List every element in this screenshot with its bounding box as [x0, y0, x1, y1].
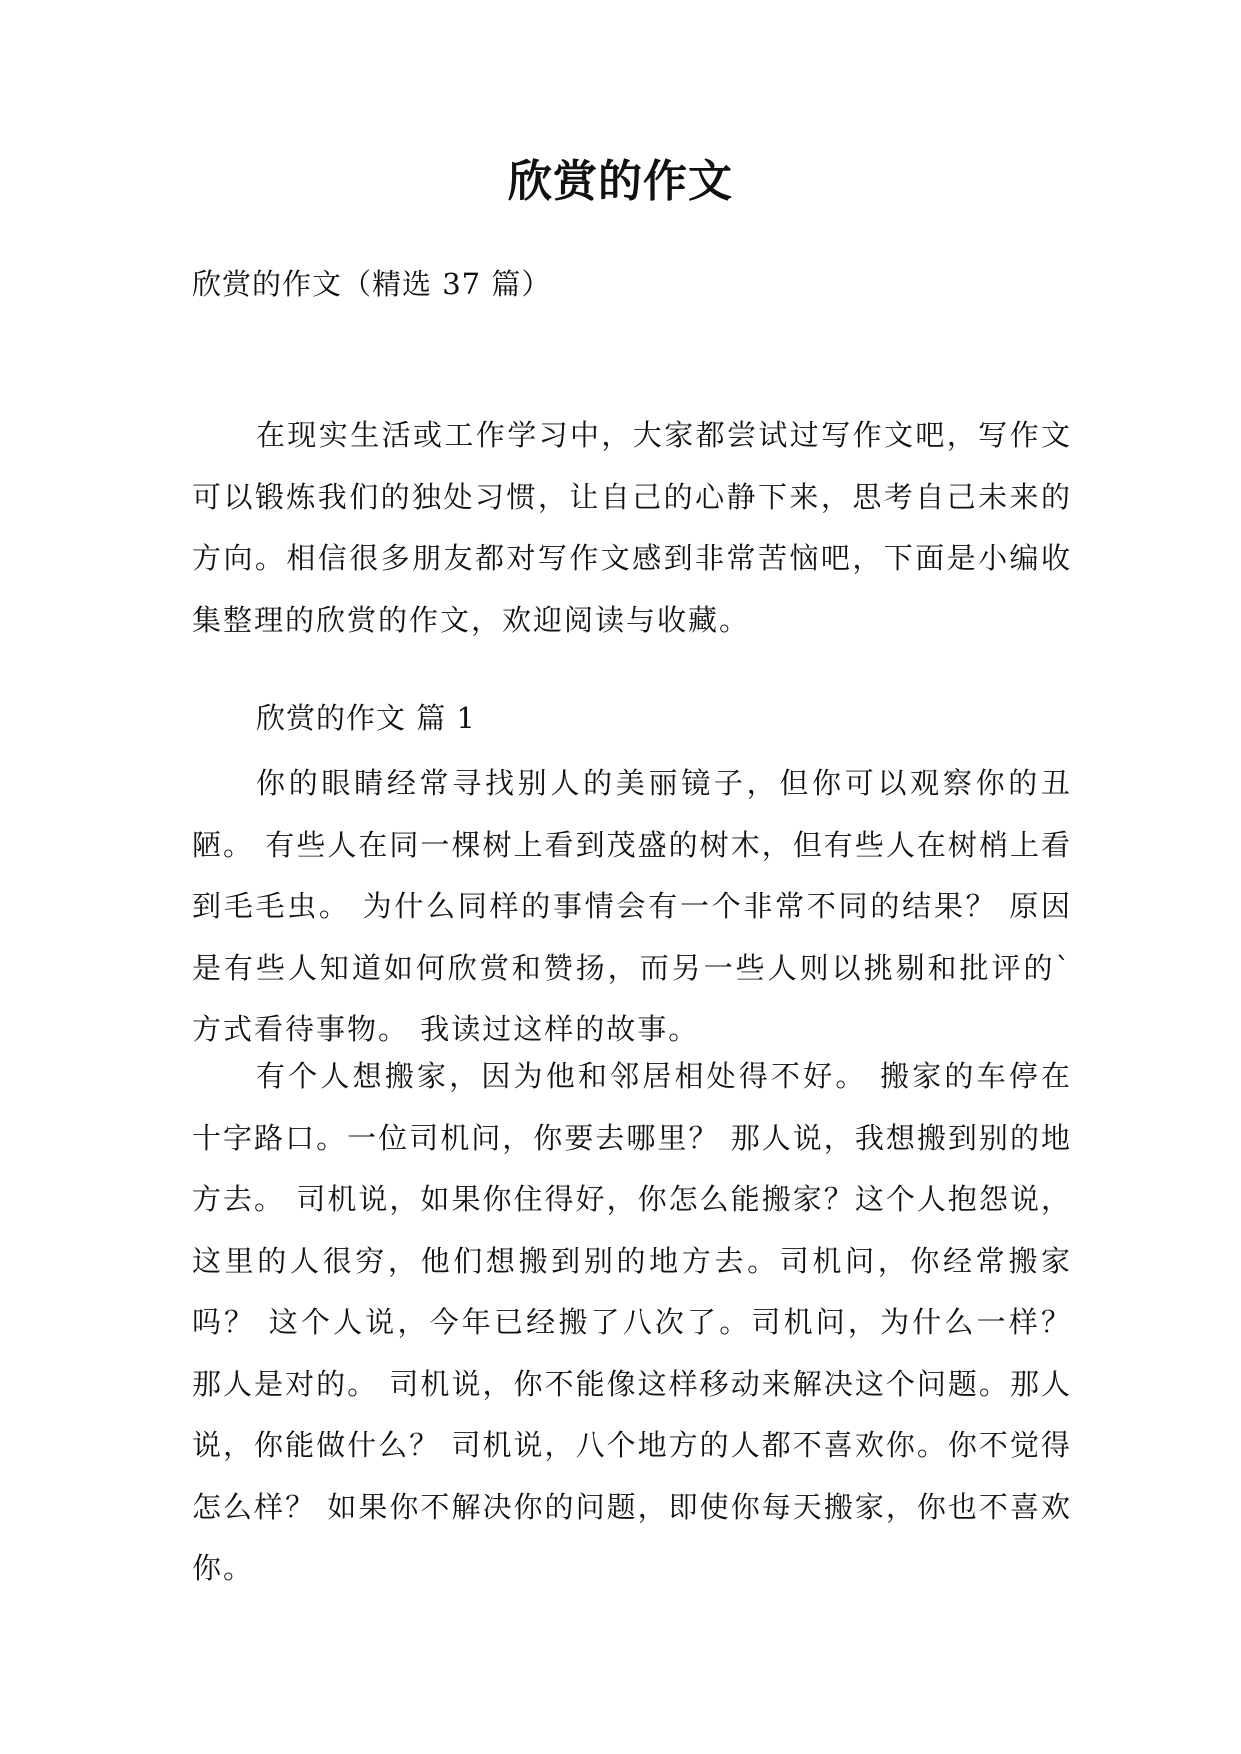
intro-paragraph: 在现实生活或工作学习中，大家都尝试过写作文吧，写作文可以锻炼我们的独处习惯，让自己的心静下来，思考自己未来的方向。相信很多朋友都对写作文感到非常苦恼吧，下面是小编收集整理的欣赏的作文，欢迎阅读与收藏。: [192, 418, 1072, 637]
document-title: 欣赏的作文: [508, 156, 733, 207]
body-paragraph: 你的眼睛经常寻找别人的美丽镜子，但你可以观察你的丑陋。 有些人在同一棵树上看到茂盛的树木，但有些人在树梢上看到毛毛虫。 为什么同样的事情会有一个非常不同的结果？ 原因是有些人知道如何欣赏和赞扬，而另一些人则以挑剔和批评的`方式看待事物。 我读过这样的故事。: [192, 766, 1072, 1046]
document-subtitle: 欣赏的作文（精选 37 篇）: [192, 267, 552, 301]
section-heading: 欣赏的作文 篇 1: [256, 701, 476, 735]
body-paragraph: 有个人想搬家，因为他和邻居相处得不好。 搬家的车停在十字路口。一位司机问，你要去哪里？ 那人说，我想搬到别的地方去。 司机说，如果你住得好，你怎么能搬家？这个人抱怨说，这里的人很穷，他们想搬到别的地方去。司机问，你经常搬家吗？ 这个人说，今年已经搬了八次了。司机问，为什么一样？ 那人是对的。 司机说，你不能像这样移动来解决这个问题。那人说，你能做什么？ 司机说，八个地方的人都不喜欢你。你不觉得怎么样？ 如果你不解决你的问题，即使你每天搬家，你也不喜欢你。: [192, 1059, 1072, 1585]
